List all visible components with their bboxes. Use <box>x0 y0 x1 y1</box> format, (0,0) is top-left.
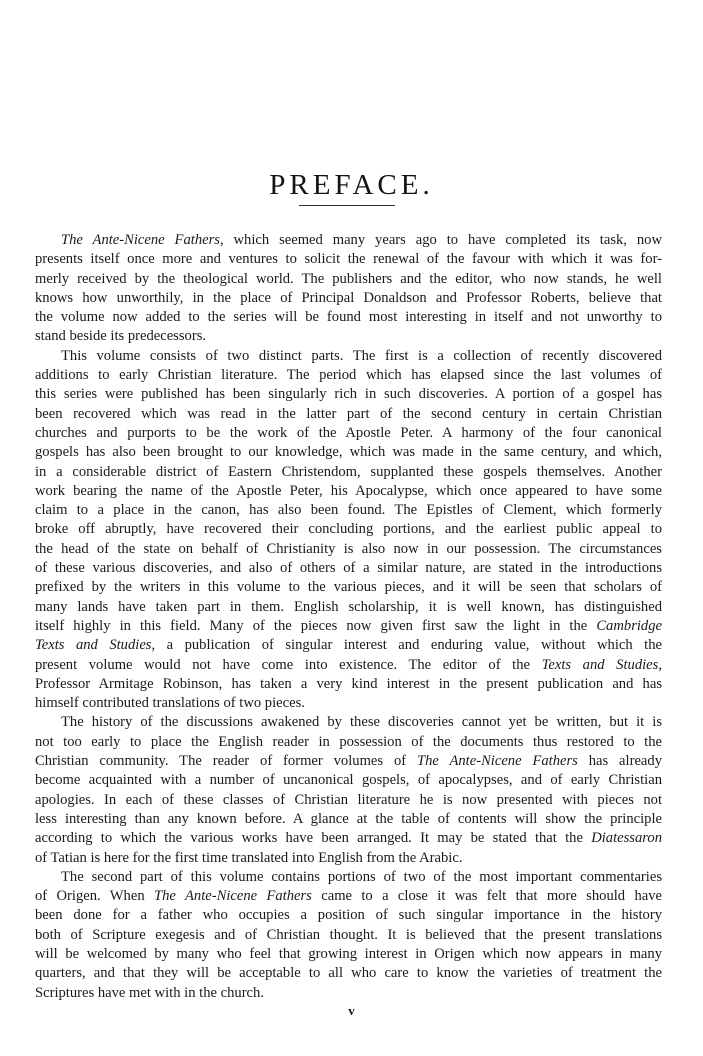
text-run: of Tatian is here for the first time translated into English from the Arabic. <box>35 849 463 866</box>
text-line <box>35 231 662 250</box>
text-run: both of Scripture exegesis and of Christian thought. It is believed that the present translations <box>35 926 662 943</box>
text-line <box>35 733 662 752</box>
text-run: Christian community. The reader of former volumes of <box>35 753 417 770</box>
text-line <box>35 713 662 732</box>
italic-title: The Ante-Nicene Fathers <box>61 232 220 248</box>
text-line <box>35 868 662 887</box>
text-line <box>35 540 662 559</box>
text-run: the volume now added to the series will be found most interesting in itself and not unworthy to <box>35 309 662 326</box>
text-run: less interesting than any known before. A glance at the table of contents will show the principle <box>35 810 662 827</box>
text-line <box>35 270 662 289</box>
text-run: , a publication of singular interest and enduring value, without which the <box>151 637 662 654</box>
text-run: been done for a father who occupies a position of such singular importance in the history <box>35 907 662 924</box>
text-run: stand beside its predecessors. <box>35 328 207 345</box>
text-run: this series were published has been singularly rich in such discoveries. A portion of a gospel has <box>35 386 662 403</box>
italic-title: Diatessaron <box>591 830 662 847</box>
text-run: churches and purports to be the work of the Apostle Peter. A harmony of the four canonical <box>35 424 662 441</box>
text-run: came to a close it was felt that more should have <box>311 888 663 905</box>
text-run: broke off abruptly, have recovered their concluding portions, and the earliest public appeal to <box>35 521 662 538</box>
text-run: Scriptures have met with in the church. <box>35 984 264 1001</box>
paragraph <box>35 231 662 347</box>
text-line <box>35 559 662 578</box>
text-run: This volume consists of two distinct parts. The first is a collection of recently discovered <box>61 347 662 364</box>
text-run: claim to a place in the canon, has also been found. The Epistles of Clement, which formerly <box>35 502 662 519</box>
text-line <box>35 964 662 983</box>
text-line <box>35 424 662 443</box>
italic-title: The Ante-Nicene Fathers <box>416 753 578 770</box>
text-line <box>35 906 662 925</box>
text-line <box>35 463 662 482</box>
text-run: quarters, and that they will be acceptable to all who care to know the varieties of treatment the <box>35 965 662 982</box>
page-number: v <box>348 1003 355 1018</box>
text-line <box>35 443 662 462</box>
text-run: been recovered which was read in the latter part of the second century in certain Christian <box>35 405 662 422</box>
text-line <box>35 250 662 269</box>
text-run: according to which the various works have been arranged. It may be stated that the <box>35 830 592 847</box>
text-line <box>35 405 662 424</box>
text-line <box>35 984 662 1003</box>
text-line <box>35 598 662 617</box>
italic-title: The Ante-Nicene Fathers <box>154 888 312 905</box>
text-run: The history of the discussions awakened by these discoveries cannot yet be written, but it is <box>61 714 662 731</box>
page-title: PREFACE. <box>269 169 434 202</box>
text-run: prefixed by the writers in this volume to the various pieces, and it will be seen that scholars of <box>35 579 662 596</box>
text-run: Professor Armitage Robinson, has taken a very kind interest in the present publication and has <box>35 675 662 692</box>
text-line <box>35 945 662 964</box>
text-line <box>35 752 662 771</box>
text-line <box>35 791 662 810</box>
text-run: in a considerable district of Eastern Christendom, supplanted these gospels themselves. Another <box>35 463 662 480</box>
text-run: of Origen. When <box>35 888 154 905</box>
text-run: knows how unworthily, in the place of Principal Donaldson and Professor Roberts, believe that <box>35 289 662 306</box>
paragraph <box>35 868 662 1003</box>
text-run: has already <box>577 753 662 770</box>
text-line <box>35 810 662 829</box>
text-line <box>35 617 662 636</box>
text-run: merly received by the theological world. The publishers and the editor, who now stands, he well <box>35 270 662 287</box>
paragraph <box>35 347 662 714</box>
text-run: of these various discoveries, and also of others of a similar nature, are stated in the introductions <box>35 560 662 577</box>
text-line <box>35 520 662 539</box>
text-run: present volume would not have come into existence. The editor of the <box>35 656 542 673</box>
text-run: the head of the state on behalf of Christianity is also now in our possession. The circumstances <box>35 540 662 557</box>
text-run: , <box>658 656 662 673</box>
text-run: additions to early Christian literature. The period which has elapsed since the last volumes of <box>35 367 662 384</box>
text-line <box>35 887 662 906</box>
text-run: not too early to place the English reader in possession of the documents thus restored to the <box>35 733 662 750</box>
text-run: become acquainted with a number of uncanonical gospels, of apocalypses, and of early Christian <box>35 772 662 789</box>
text-run: will be welcomed by many who feel that growing interest in Origen which now appears in many <box>35 945 662 962</box>
text-line <box>35 771 662 790</box>
text-run: himself contributed translations of two pieces. <box>35 695 305 712</box>
text-line <box>35 926 662 945</box>
text-line <box>35 849 662 868</box>
text-run: , which seemed many years ago to have completed its task, now <box>219 232 662 248</box>
text-run: apologies. In each of these classes of Christian literature he is now presented with pieces not <box>35 791 662 808</box>
text-line <box>35 482 662 501</box>
text-line <box>35 829 662 848</box>
italic-title: Cambridge <box>596 617 662 634</box>
preface-body <box>35 231 662 1003</box>
text-line <box>35 656 662 675</box>
italic-title: Texts and Studies <box>35 637 152 654</box>
text-line <box>35 636 662 655</box>
text-line <box>35 289 662 308</box>
text-line <box>35 578 662 597</box>
text-line <box>35 327 662 346</box>
text-line <box>35 501 662 520</box>
title-rule-divider <box>299 205 395 206</box>
text-run: many lands have taken part in them. English scholarship, it is well known, has distinguished <box>35 598 662 615</box>
italic-title: Texts and Studies <box>541 656 659 673</box>
text-run: gospels has also been brought to our knowledge, which was made in the same century, and which, <box>35 444 662 461</box>
text-run: itself highly in this field. Many of the pieces now given first saw the light in the <box>35 617 597 634</box>
text-line <box>35 308 662 327</box>
text-run: presents itself once more and ventures to solicit the renewal of the favour with which it was for- <box>35 251 662 268</box>
text-line <box>35 366 662 385</box>
paragraph <box>35 713 662 867</box>
text-line <box>35 675 662 694</box>
text-line <box>35 347 662 366</box>
text-run: work bearing the name of the Apostle Peter, his Apocalypse, which once appeared to have some <box>35 482 662 499</box>
text-line <box>35 694 662 713</box>
text-run: The second part of this volume contains portions of two of the most important commentaries <box>61 868 662 885</box>
text-line <box>35 385 662 404</box>
